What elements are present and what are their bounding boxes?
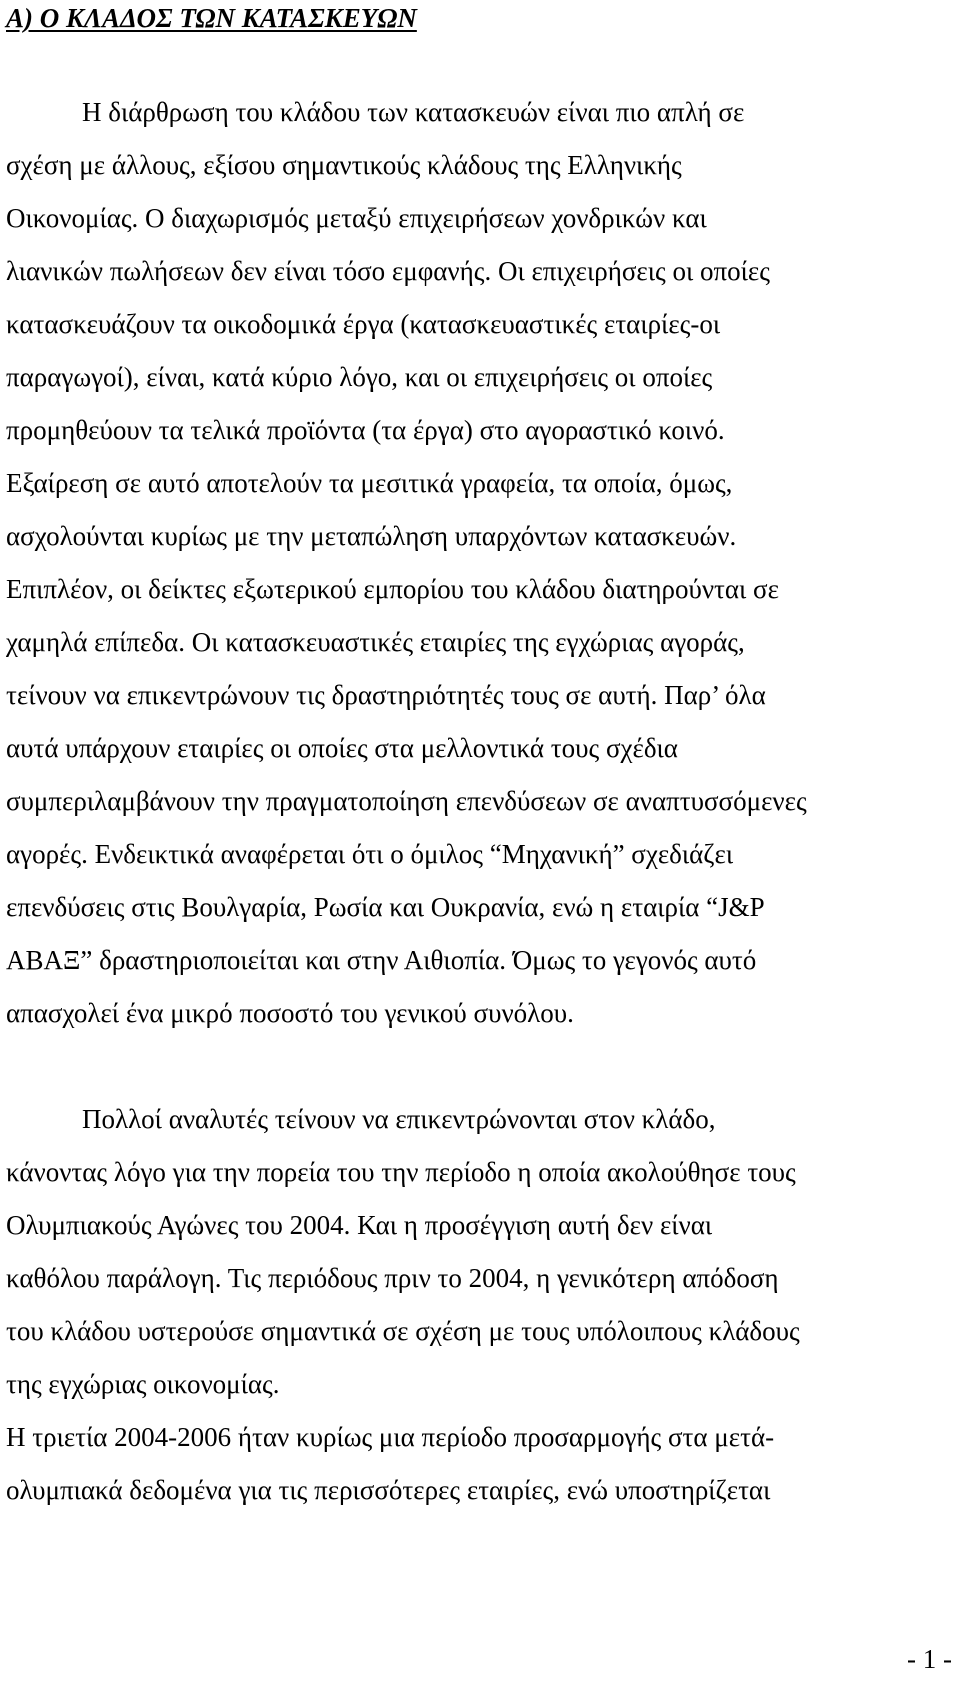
paragraph-1-line-9: ασχολούνται κυρίως με την μεταπώληση υπαρχόντων κατασκευών. bbox=[6, 521, 737, 551]
paragraph-1-line-7: προμηθεύουν τα τελικά προϊόντα (τα έργα) στο αγοραστικό κοινό. bbox=[6, 415, 725, 445]
paragraph-1-line-8: Εξαίρεση σε αυτό αποτελούν τα μεσιτικά γραφεία, τα οποία, όμως, bbox=[6, 468, 733, 498]
paragraph-1-line-11: χαμηλά επίπεδα. Οι κατασκευαστικές εταιρίες της εγχώριας αγοράς, bbox=[6, 627, 745, 657]
paragraph-1-line-18: απασχολεί ένα μικρό ποσοστό του γενικού συνόλου. bbox=[6, 998, 574, 1028]
paragraph-1-line-6: παραγωγοί), είναι, κατά κύριο λόγο, και οι επιχειρήσεις οι οποίες bbox=[6, 362, 713, 392]
section-heading: Α) Ο ΚΛΑΔΟΣ ΤΩΝ ΚΑΤΑΣΚΕΥΩΝ bbox=[6, 3, 417, 33]
page-number: - 1 - bbox=[907, 1644, 952, 1674]
paragraph-1-line-14: συμπεριλαμβάνουν την πραγματοποίηση επενδύσεων σε αναπτυσσόμενες bbox=[6, 786, 807, 816]
paragraph-1-line-15: αγορές. Ενδεικτικά αναφέρεται ότι ο όμιλος “Μηχανική” σχεδιάζει bbox=[6, 839, 734, 869]
paragraph-1-line-3: Οικονομίας. Ο διαχωρισμός μεταξύ επιχειρήσεων χονδρικών και bbox=[6, 203, 707, 233]
paragraph-2-line-1: Πολλοί αναλυτές τείνουν να επικεντρώνονται στον κλάδο, bbox=[82, 1104, 716, 1134]
paragraph-2-line-3: Ολυμπιακούς Αγώνες του 2004. Και η προσέγγιση αυτή δεν είναι bbox=[6, 1210, 713, 1240]
paragraph-1-line-12: τείνουν να επικεντρώνουν τις δραστηριότητές τους σε αυτή. Παρ’ όλα bbox=[6, 680, 766, 710]
paragraph-2-line-2: κάνοντας λόγο για την πορεία του την περίοδο η οποία ακολούθησε τους bbox=[6, 1157, 796, 1187]
paragraph-3-line-2: ολυμπιακά δεδομένα για τις περισσότερες εταιρίες, ενώ υποστηρίζεται bbox=[6, 1475, 771, 1505]
paragraph-1-line-5: κατασκευάζουν τα οικοδομικά έργα (κατασκευαστικές εταιρίες-οι bbox=[6, 309, 721, 339]
paragraph-1-line-2: σχέση με άλλους, εξίσου σημαντικούς κλάδους της Ελληνικής bbox=[6, 150, 682, 180]
paragraph-2-line-4: καθόλου παράλογη. Τις περιόδους πριν το 2004, η γενικότερη απόδοση bbox=[6, 1263, 779, 1293]
paragraph-1-line-13: αυτά υπάρχουν εταιρίες οι οποίες στα μελλοντικά τους σχέδια bbox=[6, 733, 678, 763]
paragraph-3-line-1: Η τριετία 2004-2006 ήταν κυρίως μια περίοδο προσαρμογής στα μετά- bbox=[6, 1422, 775, 1452]
paragraph-1-line-16: επενδύσεις στις Βουλγαρία, Ρωσία και Ουκρανία, ενώ η εταιρία “J&P bbox=[6, 892, 765, 922]
paragraph-2-line-5: του κλάδου υστερούσε σημαντικά σε σχέση με τους υπόλοιπους κλάδους bbox=[6, 1316, 800, 1346]
paragraph-1-line-10: Επιπλέον, οι δείκτες εξωτερικού εμπορίου του κλάδου διατηρούνται σε bbox=[6, 574, 779, 604]
paragraph-2-line-6: της εγχώριας οικονομίας. bbox=[6, 1369, 280, 1399]
paragraph-1-line-4: λιανικών πωλήσεων δεν είναι τόσο εμφανής. Οι επιχειρήσεις οι οποίες bbox=[6, 256, 770, 286]
paragraph-1-line-17: ΑΒΑΞ” δραστηριοποιείται και στην Αιθιοπία. Όμως το γεγονός αυτό bbox=[6, 945, 757, 975]
paragraph-1-line-1: Η διάρθρωση του κλάδου των κατασκευών είναι πιο απλή σε bbox=[82, 97, 745, 127]
